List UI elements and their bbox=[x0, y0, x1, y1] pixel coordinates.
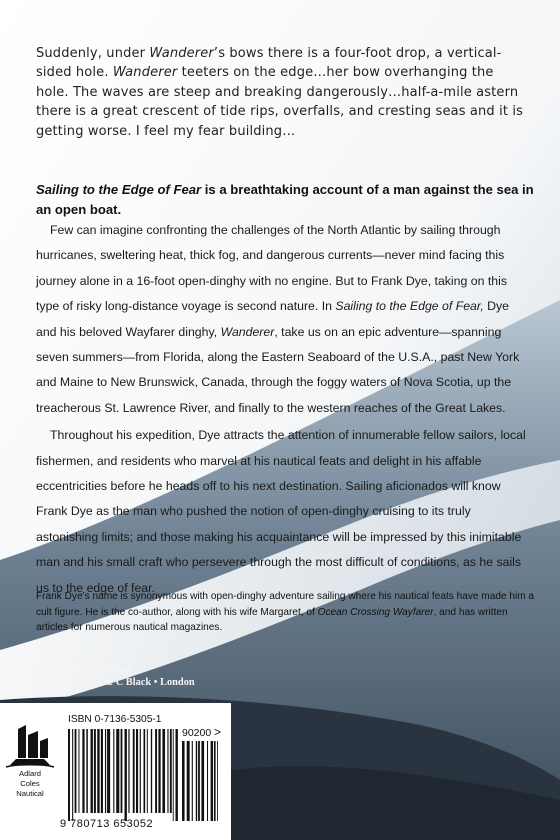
barcode-bar bbox=[75, 729, 77, 813]
price-addon-barcode bbox=[182, 741, 218, 821]
barcode-bar bbox=[144, 729, 146, 813]
blurb bbox=[36, 218, 532, 601]
barcode-bar bbox=[170, 729, 172, 813]
barcode-bar bbox=[167, 729, 168, 813]
ean-digits: 9 780713 653052 bbox=[60, 818, 154, 830]
boat-name: Wanderer bbox=[220, 324, 275, 339]
blurb-text: Few can imagine confronting the challenges of the North Atlantic by sailing through hurricanes, sweltering heat, thick fog, and dangerous currents—never mind facing this journey alone in a 16-foot open-dinghy with no engine. But to Frank Dye, taking on this type of risky long-distance voyage is second nature. In bbox=[36, 223, 507, 314]
barcode-bar bbox=[147, 729, 148, 813]
barcode-bar bbox=[201, 741, 204, 821]
barcode-bar bbox=[214, 741, 216, 821]
price-addon-digits: 90200 bbox=[182, 727, 212, 739]
barcode-bar bbox=[113, 729, 114, 813]
logo-word: Nautical bbox=[16, 789, 44, 799]
barcode-bar bbox=[82, 729, 84, 813]
publisher-imprint bbox=[34, 663, 195, 689]
barcode-bar bbox=[196, 741, 197, 821]
barcode-panel bbox=[0, 703, 231, 840]
lead-text: is a breathtaking account of a man against the sea in an open boat. bbox=[36, 182, 534, 217]
book-title: Sailing to the Edge of Fear, bbox=[335, 299, 484, 314]
author-bio bbox=[36, 589, 536, 636]
ean-barcode bbox=[68, 729, 180, 821]
barcode-bar bbox=[91, 729, 93, 813]
barcode-bar bbox=[158, 729, 160, 813]
excerpt bbox=[36, 44, 530, 141]
barcode-bar bbox=[97, 729, 99, 813]
bio-text: , and has written articles for numerous nautical magazines. bbox=[36, 606, 508, 634]
isbn-number: ISBN 0-7136-5305-1 bbox=[68, 714, 162, 725]
excerpt-paragraph bbox=[36, 44, 530, 141]
publisher-imprint-line: an imprint of A & C Black • London bbox=[34, 677, 195, 688]
boat-name: Wanderer bbox=[149, 46, 214, 61]
barcode-bar bbox=[72, 729, 73, 821]
barcode-bar bbox=[133, 729, 135, 813]
bio-text: Frank Dye’s name is synonymous with open-dinghy adventure sailing where his nautical feats have made him a cult figure. He is the co-author, along with his wife Margaret, of bbox=[36, 591, 535, 618]
boat-name: Wanderer bbox=[112, 65, 178, 81]
barcode-bar bbox=[116, 729, 119, 813]
barcode-bar bbox=[128, 729, 129, 813]
excerpt-text: teeters on the edge…her bow overhanging the hole. The waves are steep and breaking dangerously…half-a-mile astern there is a great crescent of tide rips, overfalls, and cresting seas and it is getting worse. I feel my fear building… bbox=[36, 65, 524, 139]
other-book-title: Ocean Crossing Wayfarer bbox=[317, 606, 434, 618]
barcode-bar bbox=[86, 729, 87, 813]
blurb-text: , take us on an epic adventure—spanning seven summers—from Florida, along the Eastern Seaboard of the U.S.A., past New York and Maine to New Brunswick, Canada, through the foggy waters of Nova Scotia, up the treacherous St. Lawrence River, and finally to the western reaches of the Great Lakes. bbox=[36, 324, 520, 415]
barcode-bar bbox=[155, 729, 157, 813]
barcode-bar bbox=[217, 741, 218, 821]
barcode-bar bbox=[182, 741, 185, 821]
barcode-bar bbox=[101, 729, 103, 813]
logo-word: Coles bbox=[20, 779, 40, 789]
barcode-bar bbox=[173, 729, 174, 821]
barcode-bar bbox=[78, 729, 79, 813]
logo-wordmark bbox=[4, 769, 56, 800]
barcode-bar bbox=[94, 729, 96, 813]
barcode-bar bbox=[192, 741, 193, 821]
barcode-bar bbox=[207, 741, 208, 821]
barcode-bar bbox=[121, 729, 123, 813]
logo-word: Adlard bbox=[19, 769, 41, 778]
barcode-bar bbox=[175, 729, 177, 821]
barcode-bar bbox=[107, 729, 110, 813]
barcode-bar bbox=[105, 729, 106, 813]
publisher-logo-icon bbox=[4, 721, 56, 769]
book-title: Sailing to the Edge of Fear bbox=[36, 182, 202, 197]
barcode-bar bbox=[151, 729, 152, 813]
barcode-bar bbox=[187, 741, 190, 821]
barcode-bar bbox=[162, 729, 165, 813]
barcode-bar bbox=[140, 729, 141, 813]
barcode-bar bbox=[125, 729, 127, 821]
barcode-bar bbox=[68, 729, 70, 821]
blurb-paragraph bbox=[36, 218, 532, 421]
blurb-text: Dye and his beloved Wayfarer dinghy, bbox=[36, 299, 510, 339]
barcode-bar bbox=[136, 729, 138, 813]
publisher-name: Adlard Coles Nautical bbox=[34, 664, 133, 675]
lead-statement bbox=[36, 180, 536, 219]
excerpt-text: ’s bows there is a four-foot drop, a vertical-sided hole. bbox=[36, 46, 502, 81]
barcode-bar bbox=[198, 741, 200, 821]
blurb-paragraph: Throughout his expedition, Dye attracts the attention of innumerable fellow sailors, local fishermen, and residents who marvel at his nautical feats and delight in his affable eccentricities before he heads off to his next destination. Sailing aficionados will know Frank Dye as the man who pushed the notion of open-dinghy cruising to its truly astonishing limits; and those making his acquaintance will be impressed by this inimitable man and his small craft who persevere through the most difficult of conditions, as he sails us to the edge of fear. bbox=[36, 428, 526, 595]
quiet-zone-mark: > bbox=[214, 725, 222, 739]
barcode-bar bbox=[211, 741, 213, 821]
excerpt-text: Suddenly, under bbox=[36, 46, 150, 61]
